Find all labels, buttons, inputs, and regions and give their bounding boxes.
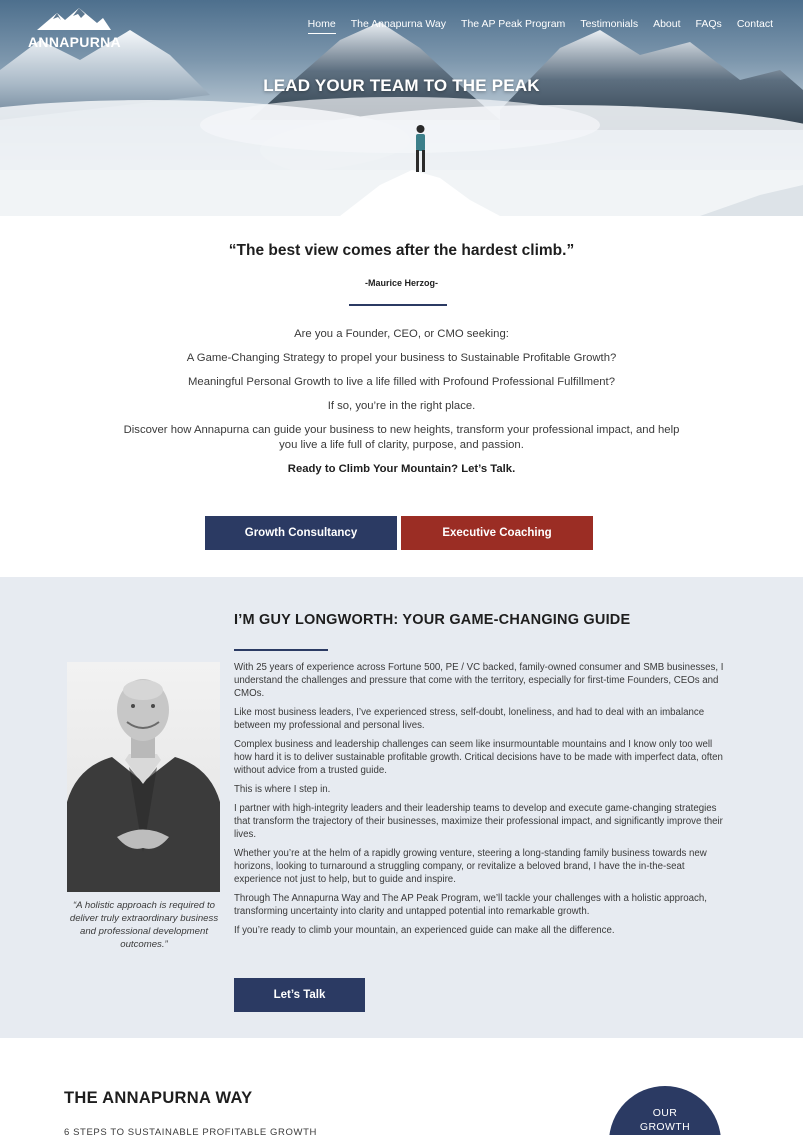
about-paragraph: Like most business leaders, I’ve experienced stress, self-doubt, loneliness, and had to deal with an imbalance between my professional and personal lives. bbox=[234, 707, 705, 731]
intro-section bbox=[0, 216, 803, 577]
portrait-photo bbox=[67, 662, 220, 892]
about-paragraph: I partner with high-integrity leaders and their leadership teams to develop and execute game-changing strategies that transform the trajectory of their businesses, maximize their professional impact, and significantly improve their lives. bbox=[234, 803, 723, 840]
badge-line: GROWTH bbox=[639, 1121, 691, 1133]
way-title: THE ANNAPURNA WAY bbox=[64, 1089, 253, 1107]
main-navigation bbox=[308, 18, 773, 34]
way-subtitle: 6 STEPS TO SUSTAINABLE PROFITABLE GROWTH bbox=[64, 1127, 317, 1135]
photo-caption: “A holistic approach is required to deliver truly extraordinary business and professional development outcomes.” bbox=[69, 900, 219, 950]
lets-talk-button[interactable]: Let’s Talk bbox=[234, 978, 365, 1012]
intro-line: Are you a Founder, CEO, or CMO seeking: bbox=[294, 328, 509, 340]
nav-annapurna-way[interactable]: The Annapurna Way bbox=[350, 18, 447, 30]
nav-ap-peak-program[interactable]: The AP Peak Program bbox=[461, 18, 566, 30]
intro-cta: Ready to Climb Your Mountain? Let’s Talk. bbox=[287, 463, 516, 475]
intro-text-block bbox=[120, 327, 683, 486]
nav-home[interactable]: Home bbox=[308, 18, 336, 34]
quote-author: -Maurice Herzog- bbox=[364, 278, 438, 288]
brand-logo[interactable] bbox=[28, 7, 120, 50]
about-paragraph: If you’re ready to climb your mountain, an experienced guide can make all the difference. bbox=[234, 925, 615, 936]
mountain-logo-icon bbox=[35, 7, 113, 31]
about-section bbox=[0, 577, 803, 1038]
about-paragraph: With 25 years of experience across Fortune 500, PE / VC backed, family-owned consumer and SMB businesses, I understand the challenges and pressure that come with the territory, especially for first-time Founders, CEOs and CMOs. bbox=[234, 662, 724, 699]
executive-coaching-button[interactable]: Executive Coaching bbox=[401, 516, 593, 550]
annapurna-way-section bbox=[0, 1038, 803, 1135]
about-title: I’M GUY LONGWORTH: YOUR GAME-CHANGING GUIDE bbox=[234, 612, 631, 628]
nav-about[interactable]: About bbox=[653, 18, 681, 30]
nav-contact[interactable]: Contact bbox=[736, 18, 773, 30]
divider bbox=[234, 649, 328, 651]
intro-line: Discover how Annapurna can guide your business to new heights, transform your professional impact, and help you live a life full of clarity, purpose, and passion. bbox=[123, 424, 680, 451]
brand-name: ANNAPURNA bbox=[28, 34, 121, 50]
divider bbox=[349, 304, 447, 306]
quote-text: “The best view comes after the hardest climb.” bbox=[228, 242, 575, 259]
badge-line: OUR bbox=[652, 1107, 678, 1119]
nav-faqs[interactable]: FAQs bbox=[695, 18, 722, 30]
about-text-block bbox=[234, 661, 730, 943]
about-paragraph: Whether you’re at the helm of a rapidly growing venture, steering a long-standing family business towards new horizons, looking to turnaround a struggling company, or revitalize a beloved brand, I have the in-the-seat experience not just to help, but to guide and inspire. bbox=[234, 848, 707, 885]
growth-consultancy-button[interactable]: Growth Consultancy bbox=[205, 516, 397, 550]
intro-line: Meaningful Personal Growth to live a life filled with Profound Professional Fulfillment? bbox=[188, 376, 615, 388]
about-paragraph: Through The Annapurna Way and The AP Peak Program, we’ll tackle your challenges with a holistic approach, transforming uncertainty into clarity and untapped potential into remarkable growth. bbox=[234, 893, 707, 917]
nav-testimonials[interactable]: Testimonials bbox=[580, 18, 639, 30]
intro-line: A Game-Changing Strategy to propel your business to Sustainable Profitable Growth? bbox=[186, 352, 617, 364]
about-paragraph: Complex business and leadership challenges can seem like insurmountable mountains and I know only too well how hard it is to deliver sustainable profitable growth. Critical decisions have to be made with imperfect data, often without advice from a trusted guide. bbox=[234, 739, 723, 776]
portrait-illustration bbox=[67, 662, 220, 892]
hero-banner bbox=[0, 0, 803, 216]
about-paragraph: This is where I step in. bbox=[234, 784, 331, 795]
hero-title: LEAD YOUR TEAM TO THE PEAK bbox=[263, 76, 540, 95]
intro-line: If so, you’re in the right place. bbox=[327, 400, 476, 412]
growth-badge[interactable] bbox=[609, 1086, 721, 1135]
